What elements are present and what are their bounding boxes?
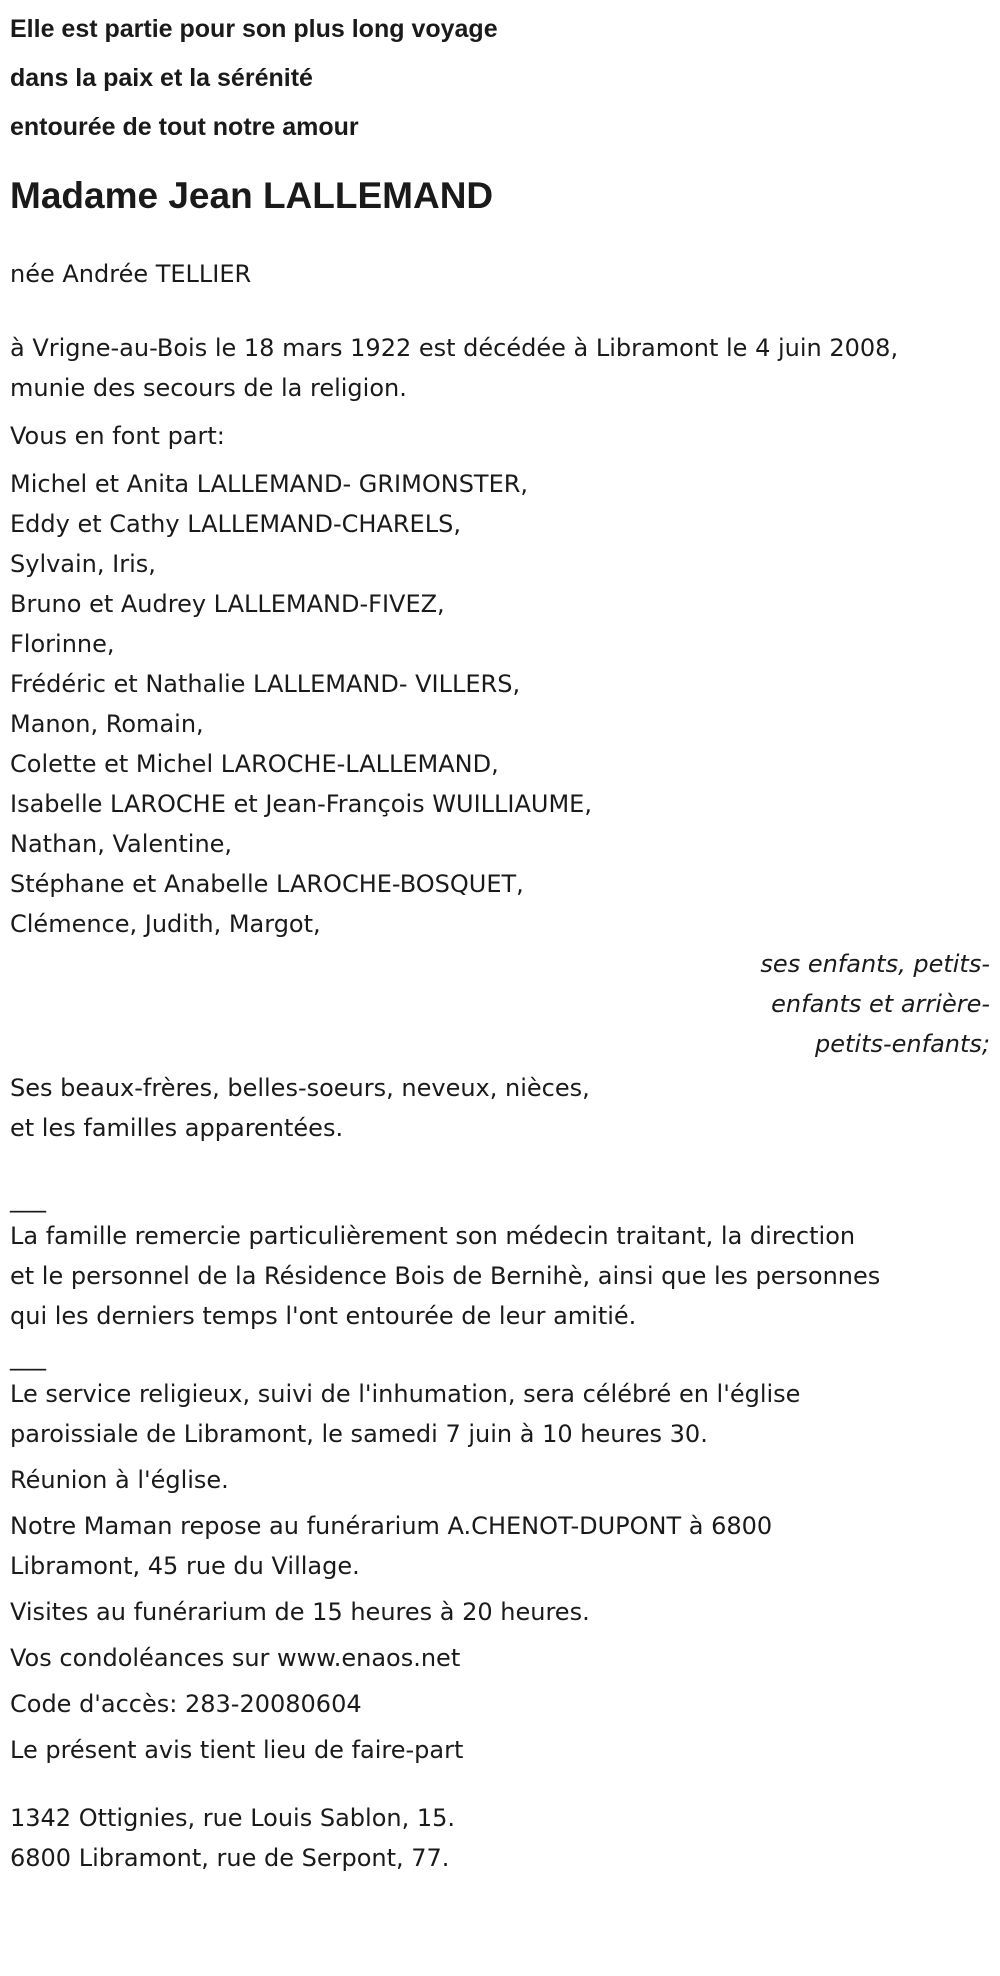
- family-member-line: Stéphane et Anabelle LAROCHE-BOSQUET,: [10, 870, 524, 898]
- family-member-line: Sylvain, Iris,: [10, 550, 156, 578]
- notice-statement: Le présent avis tient lieu de faire-part: [10, 1736, 464, 1764]
- family-member-line: Isabelle LAROCHE et Jean-François WUILLIAUME,: [10, 790, 592, 818]
- meeting-info: Réunion à l'église.: [10, 1466, 229, 1494]
- family-member-line: Manon, Romain,: [10, 710, 204, 738]
- obituary-notice: [10, 0, 990, 1878]
- family-member-line: Michel et Anita LALLEMAND- GRIMONSTER,: [10, 470, 529, 498]
- funeral-home-info: Notre Maman repose au funérarium A.CHENOT-DUPONT à 6800 Libramont, 45 rue du Village.: [10, 1512, 773, 1580]
- addresses: [10, 1798, 990, 1878]
- relation-line: petits-enfants;: [815, 1030, 990, 1058]
- family-member-line: Frédéric et Nathalie LALLEMAND- VILLERS,: [10, 670, 521, 698]
- condolences-info: Vos condoléances sur www.enaos.net: [10, 1644, 461, 1672]
- address-line: 1342 Ottignies, rue Louis Sablon, 15.: [10, 1804, 456, 1832]
- family-member-line: Colette et Michel LAROCHE-LALLEMAND,: [10, 750, 499, 778]
- family-member-line: Florinne,: [10, 630, 115, 658]
- relation-caption: [10, 944, 990, 1064]
- family-member-line: Nathan, Valentine,: [10, 830, 233, 858]
- service-details: Le service religieux, suivi de l'inhumation, sera célébré en l'église paroissiale de Libramont, le samedi 7 juin à 10 heures 30.: [10, 1380, 801, 1448]
- separator: ___: [10, 1185, 46, 1213]
- announcement-heading: Vous en font part:: [10, 422, 225, 450]
- intro-line: Elle est partie pour son plus long voyage: [10, 15, 498, 43]
- intro-line: dans la paix et la sérénité: [10, 64, 313, 92]
- separator: ___: [10, 1343, 46, 1371]
- family-member-line: Bruno et Audrey LALLEMAND-FIVEZ,: [10, 590, 445, 618]
- relation-line: enfants et arrière-: [771, 990, 990, 1018]
- born-name: née Andrée TELLIER: [10, 260, 252, 288]
- family-list: [10, 464, 990, 944]
- thanks-paragraph: La famille remercie particulièrement son médecin traitant, la direction et le personnel de la Résidence Bois de Bernihè, ainsi que les personnes qui les derniers temps l'ont entourée de leur amitié.: [10, 1222, 881, 1330]
- family-member-line: Clémence, Judith, Margot,: [10, 910, 321, 938]
- birth-death-details: à Vrigne-au-Bois le 18 mars 1922 est décédée à Libramont le 4 juin 2008, munie des secours de la religion.: [10, 334, 899, 402]
- visiting-hours: Visites au funérarium de 15 heures à 20 heures.: [10, 1598, 590, 1626]
- relation-line: ses enfants, petits-: [760, 950, 990, 978]
- access-code: Code d'accès: 283-20080604: [10, 1690, 362, 1718]
- extended-family: Ses beaux-frères, belles-soeurs, neveux, nièces, et les familles apparentées.: [10, 1074, 590, 1142]
- address-line: 6800 Libramont, rue de Serpont, 77.: [10, 1844, 450, 1872]
- intro-line: entourée de tout notre amour: [10, 113, 359, 141]
- deceased-name: Madame Jean LALLEMAND: [10, 175, 494, 216]
- family-member-line: Eddy et Cathy LALLEMAND-CHARELS,: [10, 510, 461, 538]
- intro-verse: [10, 5, 990, 152]
